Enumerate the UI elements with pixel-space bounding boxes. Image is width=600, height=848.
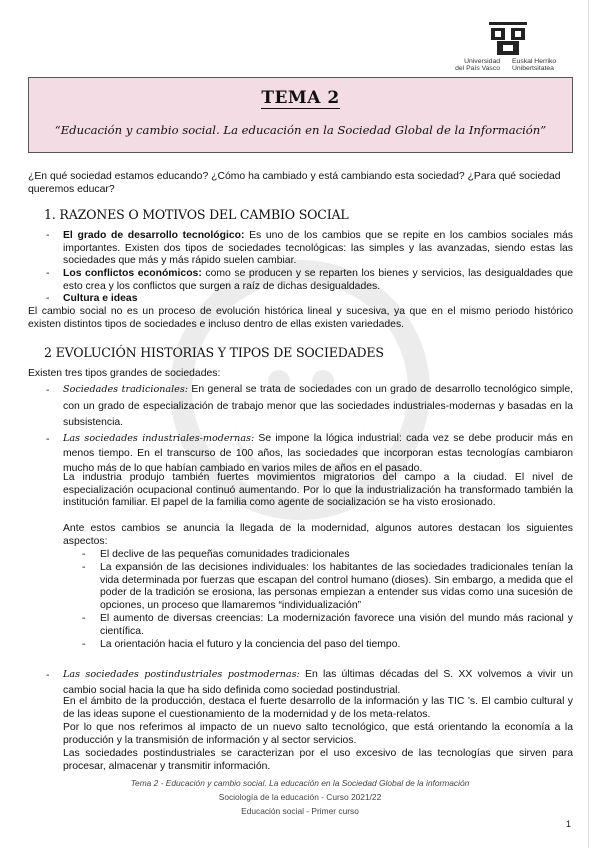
section-1-heading: 1. RAZONES O MOTIVOS DEL CAMBIO SOCIAL (44, 207, 349, 222)
page-number: 1 (566, 819, 572, 829)
page-subtitle: “Educación y cambio social. La educación en la Sociedad Global de la Información” (54, 123, 547, 137)
bullet-dash: - (46, 293, 50, 304)
section-1-item-economic: Los conflictos económicos: como se producen y se reparten los bienes y servicios, las desigualdades que esto crea y los conflictos que surgen a raíz de dichas desigualdades. (63, 268, 573, 292)
intro-paragraph: ¿En qué sociedad estamos educando? ¿Cómo ha cambiado y está cambiando esta sociedad? ¿Para qué sociedad queremos educar? (28, 171, 561, 195)
bullet-dash: - (46, 230, 50, 241)
university-name-eu: Euskal Herriko Unibertsitatea (512, 58, 557, 73)
bullet-dash: - (46, 268, 50, 279)
bullet-dash: - (82, 549, 86, 560)
section-1-item-tech: El grado de desarrollo tecnológico: Es uno de los cambios que se repite en los cambios sociales más importantes. Existen dos tipos de sociedades tecnológicas: las simples y las avanzadas, siendo estas las sociedades que más y más rápido suelen cambiar. (63, 230, 574, 267)
bullet-dash: - (46, 670, 50, 681)
page-edge-line (588, 0, 589, 848)
society-industrial-migration: La industria produjo también fuertes movimientos migratorios del campo a la ciudad. El nivel de especialización ocupacional continuó aumentando. Por lo que la industrialización ha transformado también la institución familiar. El papel de la familia como agente de socialización se ha visto erosionado. (63, 472, 573, 509)
society-traditional: Sociedades tradicionales: En general se trata de sociedades con un grado de desarrollo tecnológico simple, con un grado de especialización de trabajo menor que las sociedades industriales-modernas y basadas en la subsistencia. (63, 384, 574, 428)
modernity-aspect-1: El declive de las pequeñas comunidades tradicionales (100, 549, 350, 560)
university-logo-icon (489, 22, 527, 56)
section-2-lead: Existen tres tipos grandes de sociedades: (28, 368, 221, 379)
modernity-aspect-2: La expansión de las decisiones individuales: los habitantes de las sociedades tradicionales tenían la vida determinada por fuerzas que escapan del control humano (dioses). Sin embargo, a medida que el poder de la tradición se erosiona, las personas empiezan a entender sus vidas como una sucesión de opciones, un proceso que llamaremos “individualización” (100, 562, 573, 611)
postindustrial-technology: Por lo que nos referimos al impacto de un nuevo salto tecnológico, que está orientando la economía a la producción y la transmisión de información y al sector servicios. (63, 722, 573, 746)
society-industrial: Las sociedades industriales-modernas: Se impone la lógica industrial: cada vez se debe producir más en menos tiempo. En el transcurso de 100 años, las sociedades que incorporan estas tecnologías cambiaron mucho más de lo que habían cambiado en varios miles de años en el pasado. (63, 433, 574, 474)
section-1-closing: El cambio social no es un proceso de evolución histórica lineal y sucesiva, ya que en el mismo periodo histórico existen distintos tipos de sociedades e incluso dentro de ellas existen variedades. (28, 306, 573, 330)
postindustrial-ict: Las sociedades postindustriales se caracterizan por el uso excesivo de las tecnologías que sirven para procesar, almacenar y transmitir información. (63, 748, 573, 772)
modernity-aspect-3: El aumento de diversas creencias: La modernización favorece una visión del mundo más racional y científica. (100, 613, 573, 637)
bullet-dash: - (82, 562, 86, 573)
footer-subject: Sociología de la educación - Curso 2021/22 (218, 792, 382, 802)
postindustrial-production: En el ámbito de la producción, destaca el fuerte desarrollo de la información y las TIC ’s. El cambio cultural y de las ideas supone el cuestionamiento de la modernidad y de los meta-relatos. (63, 696, 573, 720)
modernity-aspect-4: La orientación hacia el futuro y la conciencia del paso del tiempo. (100, 639, 401, 650)
bullet-dash: - (82, 613, 86, 624)
university-name-es: Universidad del País Vasco (455, 58, 500, 73)
footer-degree: Educación social - Primer curso (241, 806, 359, 816)
footer-course-title: Tema 2 - Educación y cambio social. La educación en la Sociedad Global de la información (130, 778, 470, 788)
title-box (28, 77, 573, 153)
society-industrial-modernity: Ante estos cambios se anuncia la llegada de la modernidad, algunos autores destacan los siguientes aspectos: (63, 523, 573, 547)
section-2-heading: 2 EVOLUCIÓN HISTORIAS Y TIPOS DE SOCIEDADES (44, 345, 384, 360)
bullet-dash: - (46, 385, 50, 396)
page-title: TEMA 2 (261, 88, 340, 108)
bullet-dash: - (46, 434, 50, 445)
society-postindustrial: Las sociedades postindustriales postmodernas: En las últimas décadas del S. XX volvemos a vivir un cambio social hacia la que ha sido definida como sociedad postindustrial. (63, 669, 573, 696)
bullet-dash: - (82, 639, 86, 650)
section-1-item-culture: Cultura e ideas (63, 293, 138, 304)
